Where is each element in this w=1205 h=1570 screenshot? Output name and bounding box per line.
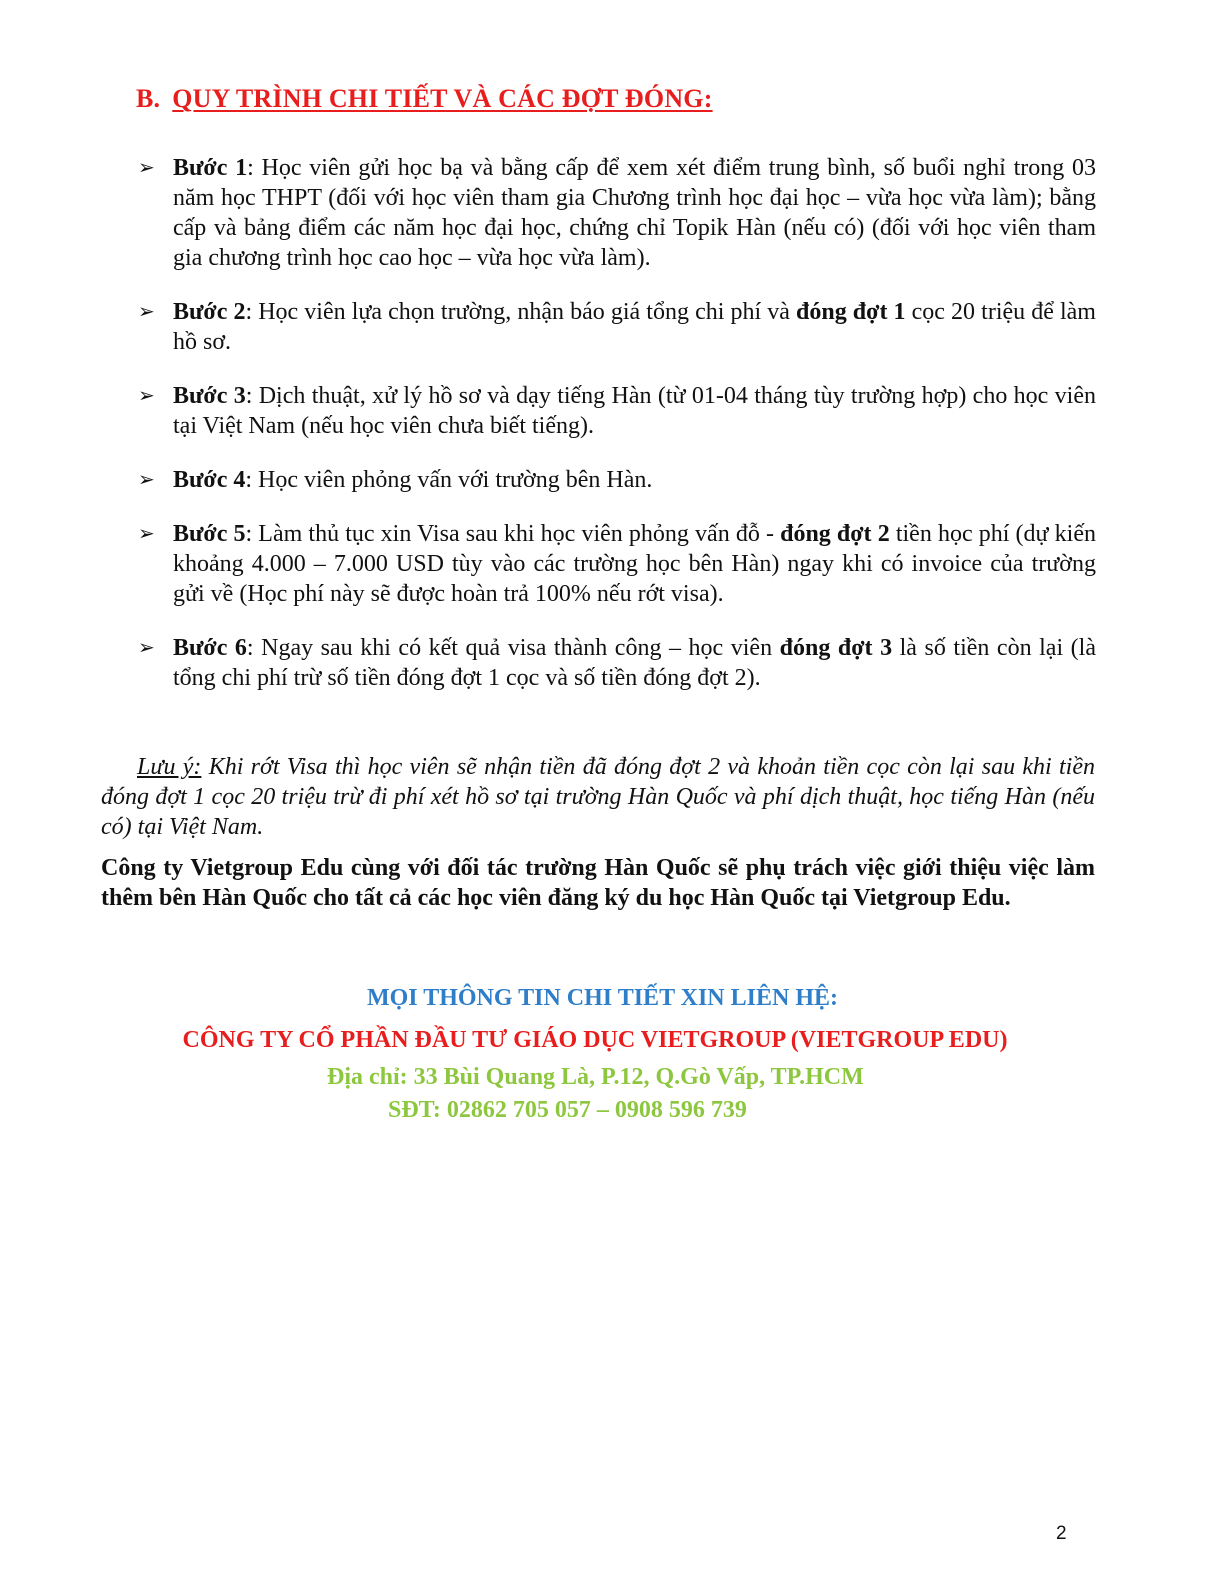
- step-item: [136, 297, 1096, 357]
- company-phone: SĐT: 02862 705 057 – 0908 596 739: [388, 1097, 747, 1123]
- step-item: [136, 465, 1096, 495]
- note-label: Lưu ý:: [137, 754, 202, 780]
- step-label: Bước 2: [173, 299, 246, 325]
- step-item: [136, 153, 1096, 273]
- arrow-bullet-icon: ➢: [138, 637, 155, 659]
- step-bold: đóng đợt 2: [780, 521, 890, 547]
- step-after: cọc 20 triệu để làm hồ sơ.: [173, 299, 1096, 355]
- company-note: Công ty Vietgroup Edu cùng với đối tác trường Hàn Quốc sẽ phụ trách việc giới thiệu việc làm thêm bên Hàn Quốc cho tất cả các học viên đăng ký du học Hàn Quốc tại Vietgroup Edu.: [101, 855, 1095, 911]
- step-text: : Ngay sau khi có kết quả visa thành công – học viên: [246, 635, 780, 661]
- section-title: QUY TRÌNH CHI TIẾT VÀ CÁC ĐỢT ĐÓNG:: [172, 84, 713, 113]
- step-label: Bước 6: [173, 635, 247, 661]
- arrow-bullet-icon: ➢: [138, 301, 155, 323]
- step-text: : Dịch thuật, xử lý hồ sơ và dạy tiếng Hàn (từ 01-04 tháng tùy trường hợp) cho học viên tại Việt Nam (nếu học viên chưa biết tiếng).: [173, 383, 1096, 439]
- step-label: Bước 1: [173, 155, 248, 181]
- section-letter: B.: [136, 84, 161, 113]
- step-item: [136, 381, 1096, 441]
- step-text: : Làm thủ tục xin Visa sau khi học viên phỏng vấn đỗ -: [245, 521, 781, 547]
- step-text: : Học viên phỏng vấn với trường bên Hàn.: [245, 467, 653, 493]
- contact-heading: MỌI THÔNG TIN CHI TIẾT XIN LIÊN HỆ:: [366, 985, 838, 1011]
- company-name: CÔNG TY CỔ PHẦN ĐẦU TƯ GIÁO DỤC VIETGROUP (VIETGROUP EDU): [182, 1027, 1008, 1053]
- note-text: Khi rớt Visa thì học viên sẽ nhận tiền đã đóng đợt 2 và khoản tiền cọc còn lại sau khi tiền đóng đợt 1 cọc 20 triệu trừ đi phí xét hồ sơ tại trường Hàn Quốc và phí dịch thuật, học tiếng Hàn (nếu có) tại Việt Nam.: [101, 754, 1095, 840]
- arrow-bullet-icon: ➢: [138, 157, 155, 179]
- step-bold: đóng đợt 3: [779, 635, 893, 661]
- step-text: : Học viên lựa chọn trường, nhận báo giá tổng chi phí và: [245, 299, 797, 325]
- step-label: Bước 4: [173, 467, 246, 493]
- step-text: : Học viên gửi học bạ và bằng cấp để xem xét điểm trung bình, số buổi nghỉ trong 03 năm học THPT (đối với học viên tham gia Chương trình học đại học – vừa học vừa làm); bằng cấp và bảng điểm các năm học đại học, chứng chỉ Topik Hàn (nếu có) (đối với học viên tham gia chương trình học cao học – vừa học vừa làm).: [173, 155, 1096, 271]
- step-after: tiền học phí (dự kiến khoảng 4.000 – 7.000 USD tùy vào các trường học bên Hàn) ngay khi có invoice của trường gửi về (Học phí này sẽ được hoàn trả 100% nếu rớt visa).: [173, 521, 1097, 607]
- note-paragraph: [101, 752, 1095, 842]
- company-address: Địa chỉ: 33 Bùi Quang Là, P.12, Q.Gò Vấp, TP.HCM: [327, 1064, 864, 1090]
- step-label: Bước 3: [173, 383, 246, 409]
- arrow-bullet-icon: ➢: [138, 523, 155, 545]
- arrow-bullet-icon: ➢: [138, 385, 155, 407]
- step-item: [136, 519, 1096, 609]
- arrow-bullet-icon: ➢: [138, 469, 155, 491]
- step-after: là số tiền còn lại (là tổng chi phí trừ số tiền đóng đợt 1 cọc và số tiền đóng đợt 2).: [173, 635, 1096, 691]
- page-number: 2: [1056, 1523, 1067, 1544]
- steps-list: [136, 153, 1096, 717]
- step-bold: đóng đợt 1: [796, 299, 906, 325]
- section-heading: [136, 84, 713, 114]
- step-item: [136, 633, 1096, 693]
- step-label: Bước 5: [173, 521, 246, 547]
